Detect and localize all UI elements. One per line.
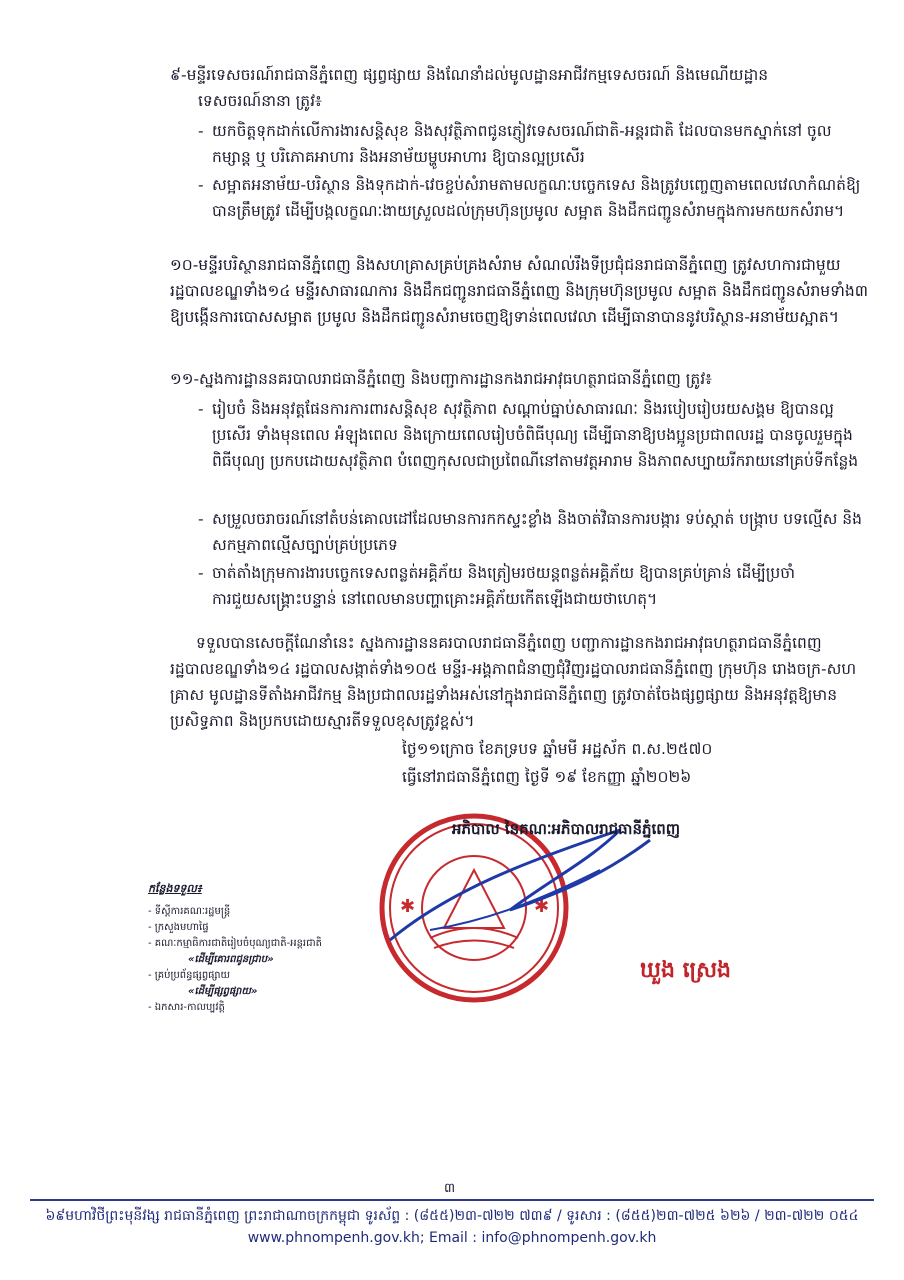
footer-address: ៦៩មហាវិថីព្រះមុនីវង្ស រាជធានីភ្នំពេញ ព្រះរាជាណាចក្រកម្ពុជា ទូរស័ព្ទ : (៨៥៥)២៣-៧២២ ៧៣៩ / ទូរសារ : (៨៥៥)២៣-៧២៥ ៦២៦ / ២៣-៧២២ ០៥៤ bbox=[45, 1208, 859, 1224]
bullet-dash: - bbox=[198, 510, 204, 528]
recipient-note: «ដើម្បីគោរពជូនជ្រាប» bbox=[188, 954, 274, 965]
bullet-text: ចាត់តាំងក្រុមការងារបច្ចេកទេសពន្លត់អគ្គិភ័យ និងត្រៀមរថយន្តពន្លត់អគ្គិភ័យ ឱ្យបានគ្រប់គ្រាន់ ដើម្បីប្រចាំការជួយសង្គ្រោះបន្ទាន់ នៅពេលមានបញ្ហាគ្រោះអគ្គិភ័យកើតឡើងជាយថាហេតុ។ bbox=[212, 564, 796, 608]
recipient-note: «ដើម្បីផ្សព្វផ្សាយ» bbox=[188, 986, 258, 997]
recipient-item: - ឯកសារ-កាលប្បវត្តិ bbox=[148, 1002, 225, 1013]
recipient-item: - ក្រសួងមហាផ្ទៃ bbox=[148, 922, 209, 933]
recipient-item: - គ្រប់ប្រព័ន្ធផ្សព្វផ្សាយ bbox=[148, 970, 231, 981]
page-number: ៣ bbox=[444, 1181, 456, 1196]
svg-text:✱: ✱ bbox=[534, 896, 550, 917]
recipients-title: កន្លែងទទួល៖ bbox=[148, 882, 202, 895]
svg-text:✱: ✱ bbox=[400, 896, 416, 917]
bullet-dash: - bbox=[198, 176, 204, 194]
bullet-dash: - bbox=[198, 122, 204, 140]
item-9-bullet-2 bbox=[198, 172, 867, 224]
item-11-bullet-2 bbox=[198, 506, 867, 558]
recipient-item: - គណៈកម្មាធិការជាតិរៀបចំបុណ្យជាតិ-អន្តរជាតិ bbox=[148, 938, 322, 949]
bullet-dash: - bbox=[198, 564, 204, 582]
item-10-paragraph: ១០-មន្ទីរបរិស្ថានរាជធានីភ្នំពេញ និងសហគ្រាសគ្រប់គ្រងសំរាម សំណល់រឹងទីប្រជុំជនរាជធានីភ្នំពេញ ត្រូវសហការជាមួយរដ្ឋបាលខណ្ឌទាំង១៤ មន្ទីរសាធារណការ និងដឹកជញ្ជូនរាជធានីភ្នំពេញ និងក្រុមហ៊ុនប្រមូល សម្អាត និងដឹកជញ្ជូនសំរាមទាំង៣ ឱ្យបង្កើនការបោសសម្អាត ប្រមូល និងដឹកជញ្ជូនសំរាមចេញឱ្យទាន់ពេលវេលា ដើម្បីធានាបាននូវបរិស្ថាន-អនាម័យស្អាត។ bbox=[170, 256, 868, 326]
bullet-text: រៀបចំ និងអនុវត្តផែនការការពារសន្តិសុខ សុវត្ថិភាព សណ្តាប់ធ្នាប់សាធារណៈ និងរបៀបរៀបរយសង្គម ឱ្យបានល្អប្រសើរ ទាំងមុនពេល អំឡុងពេល និងក្រោយពេលរៀបចំពិធីបុណ្យ ដើម្បីធានាឱ្យបងប្អូនប្រជាពលរដ្ឋ បានចូលរួមក្នុងពិធីបុណ្យ ប្រកបដោយសុវត្ថិភាព បំពេញកុសលជាប្រពៃណីនៅតាមវត្តអារាម និងភាពសប្បាយរីករាយនៅគ្រប់ទីកន្លែង bbox=[212, 400, 859, 470]
item-11-bullet-1 bbox=[198, 396, 867, 474]
recipients-list bbox=[148, 904, 378, 1016]
bullet-text: សម្អាតអនាម័យ-បរិស្ថាន និងទុកដាក់-វេចខ្ចប់សំរាមតាមលក្ខណៈបច្ចេកទេស និងត្រូវបញ្ចេញតាមពេលវេលាកំណត់ឱ្យបានត្រឹមត្រូវ ដើម្បីបង្កលក្ខណៈងាយស្រួលដល់ក្រុមហ៊ុនប្រមូល សម្អាត និងដឹកជញ្ជូនសំរាមក្នុងការមកយកសំរាម។ bbox=[212, 176, 861, 220]
solar-date: ធ្វើនៅរាជធានីភ្នំពេញ ថ្ងៃទី ១៩ ខែកញ្ញា ឆ្នាំ២០២៦ bbox=[402, 768, 692, 786]
recipient-item: - ទីស្តីការគណៈរដ្ឋមន្ត្រី bbox=[148, 906, 231, 917]
lunar-date: ថ្ងៃ១១ក្រោច ខែភទ្របទ ឆ្នាំមមី អដ្ឋស័ក ព.ស.២៥៧០ bbox=[402, 740, 713, 758]
item-9-heading-cont: ទេសចរណ៍នានា ត្រូវ៖ bbox=[198, 92, 322, 110]
closing-paragraph: ទទួលបានសេចក្តីណែនាំនេះ ស្នងការដ្ឋាននគរបាលរាជធានីភ្នំពេញ បញ្ជាការដ្ឋានកងរាជអាវុធហត្ថរាជធានីភ្នំពេញ រដ្ឋបាលខណ្ឌទាំង១៤ រដ្ឋបាលសង្កាត់ទាំង១០៥ មន្ទីរ-អង្គភាពជំនាញជុំវិញរដ្ឋបាលរាជធានីភ្នំពេញ ក្រុមហ៊ុន រោងចក្រ-សហគ្រាស មូលដ្ឋានទីតាំងអាជីវកម្ម និងប្រជាពលរដ្ឋទាំងអស់នៅក្នុងរាជធានីភ្នំពេញ ត្រូវចាត់ចែងផ្សព្វផ្សាយ និងអនុវត្តឱ្យមានប្រសិទ្ធភាព និងប្រកបដោយស្មារតីទទួលខុសត្រូវខ្ពស់។ bbox=[170, 634, 857, 730]
item-11-bullet-3 bbox=[198, 560, 867, 612]
bullet-text: សម្រួលចរាចរណ៍នៅតំបន់គោលដៅដែលមានការកកស្ទះខ្លាំង និងចាត់វិធានការបង្ការ ទប់ស្កាត់ បង្ក្រាប បទល្មើស និងសកម្មភាពល្មើសច្បាប់គ្រប់ប្រភេទ bbox=[212, 510, 862, 554]
bullet-dash: - bbox=[198, 400, 204, 418]
signatory-title: អភិបាល នៃគណៈអភិបាលរាជធានីភ្នំពេញ bbox=[452, 820, 681, 838]
item-9-heading: ៩-មន្ទីរទេសចរណ៍រាជធានីភ្នំពេញ ផ្សព្វផ្សាយ និងណែនាំដល់មូលដ្ឋានអាជីវកម្មទេសចរណ៍ និងមេណីយដ្ឋាន bbox=[170, 66, 769, 84]
footer-web-email: www.phnompenh.gov.kh; Email : info@phnompenh.gov.kh bbox=[247, 1230, 657, 1246]
item-11-heading: ១១-ស្នងការដ្ឋាននគរបាលរាជធានីភ្នំពេញ និងបញ្ជាការដ្ឋានកងរាជអាវុធហត្ថរាជធានីភ្នំពេញ ត្រូវ៖ bbox=[170, 370, 712, 388]
footer-divider bbox=[30, 1199, 874, 1201]
signatory-name: ឃួង ស្រេង bbox=[640, 958, 732, 983]
item-9-bullet-1 bbox=[198, 118, 867, 170]
bullet-text: យកចិត្តទុកដាក់លើការងារសន្តិសុខ និងសុវត្ថិភាពជូនភ្ញៀវទេសចរណ៍ជាតិ-អន្តរជាតិ ដែលបានមកស្នាក់នៅ ចូលកម្សាន្ត ឬ បរិភោគអាហារ និងអនាម័យម្ហូបអាហារ ឱ្យបានល្អប្រសើរ bbox=[212, 122, 832, 166]
